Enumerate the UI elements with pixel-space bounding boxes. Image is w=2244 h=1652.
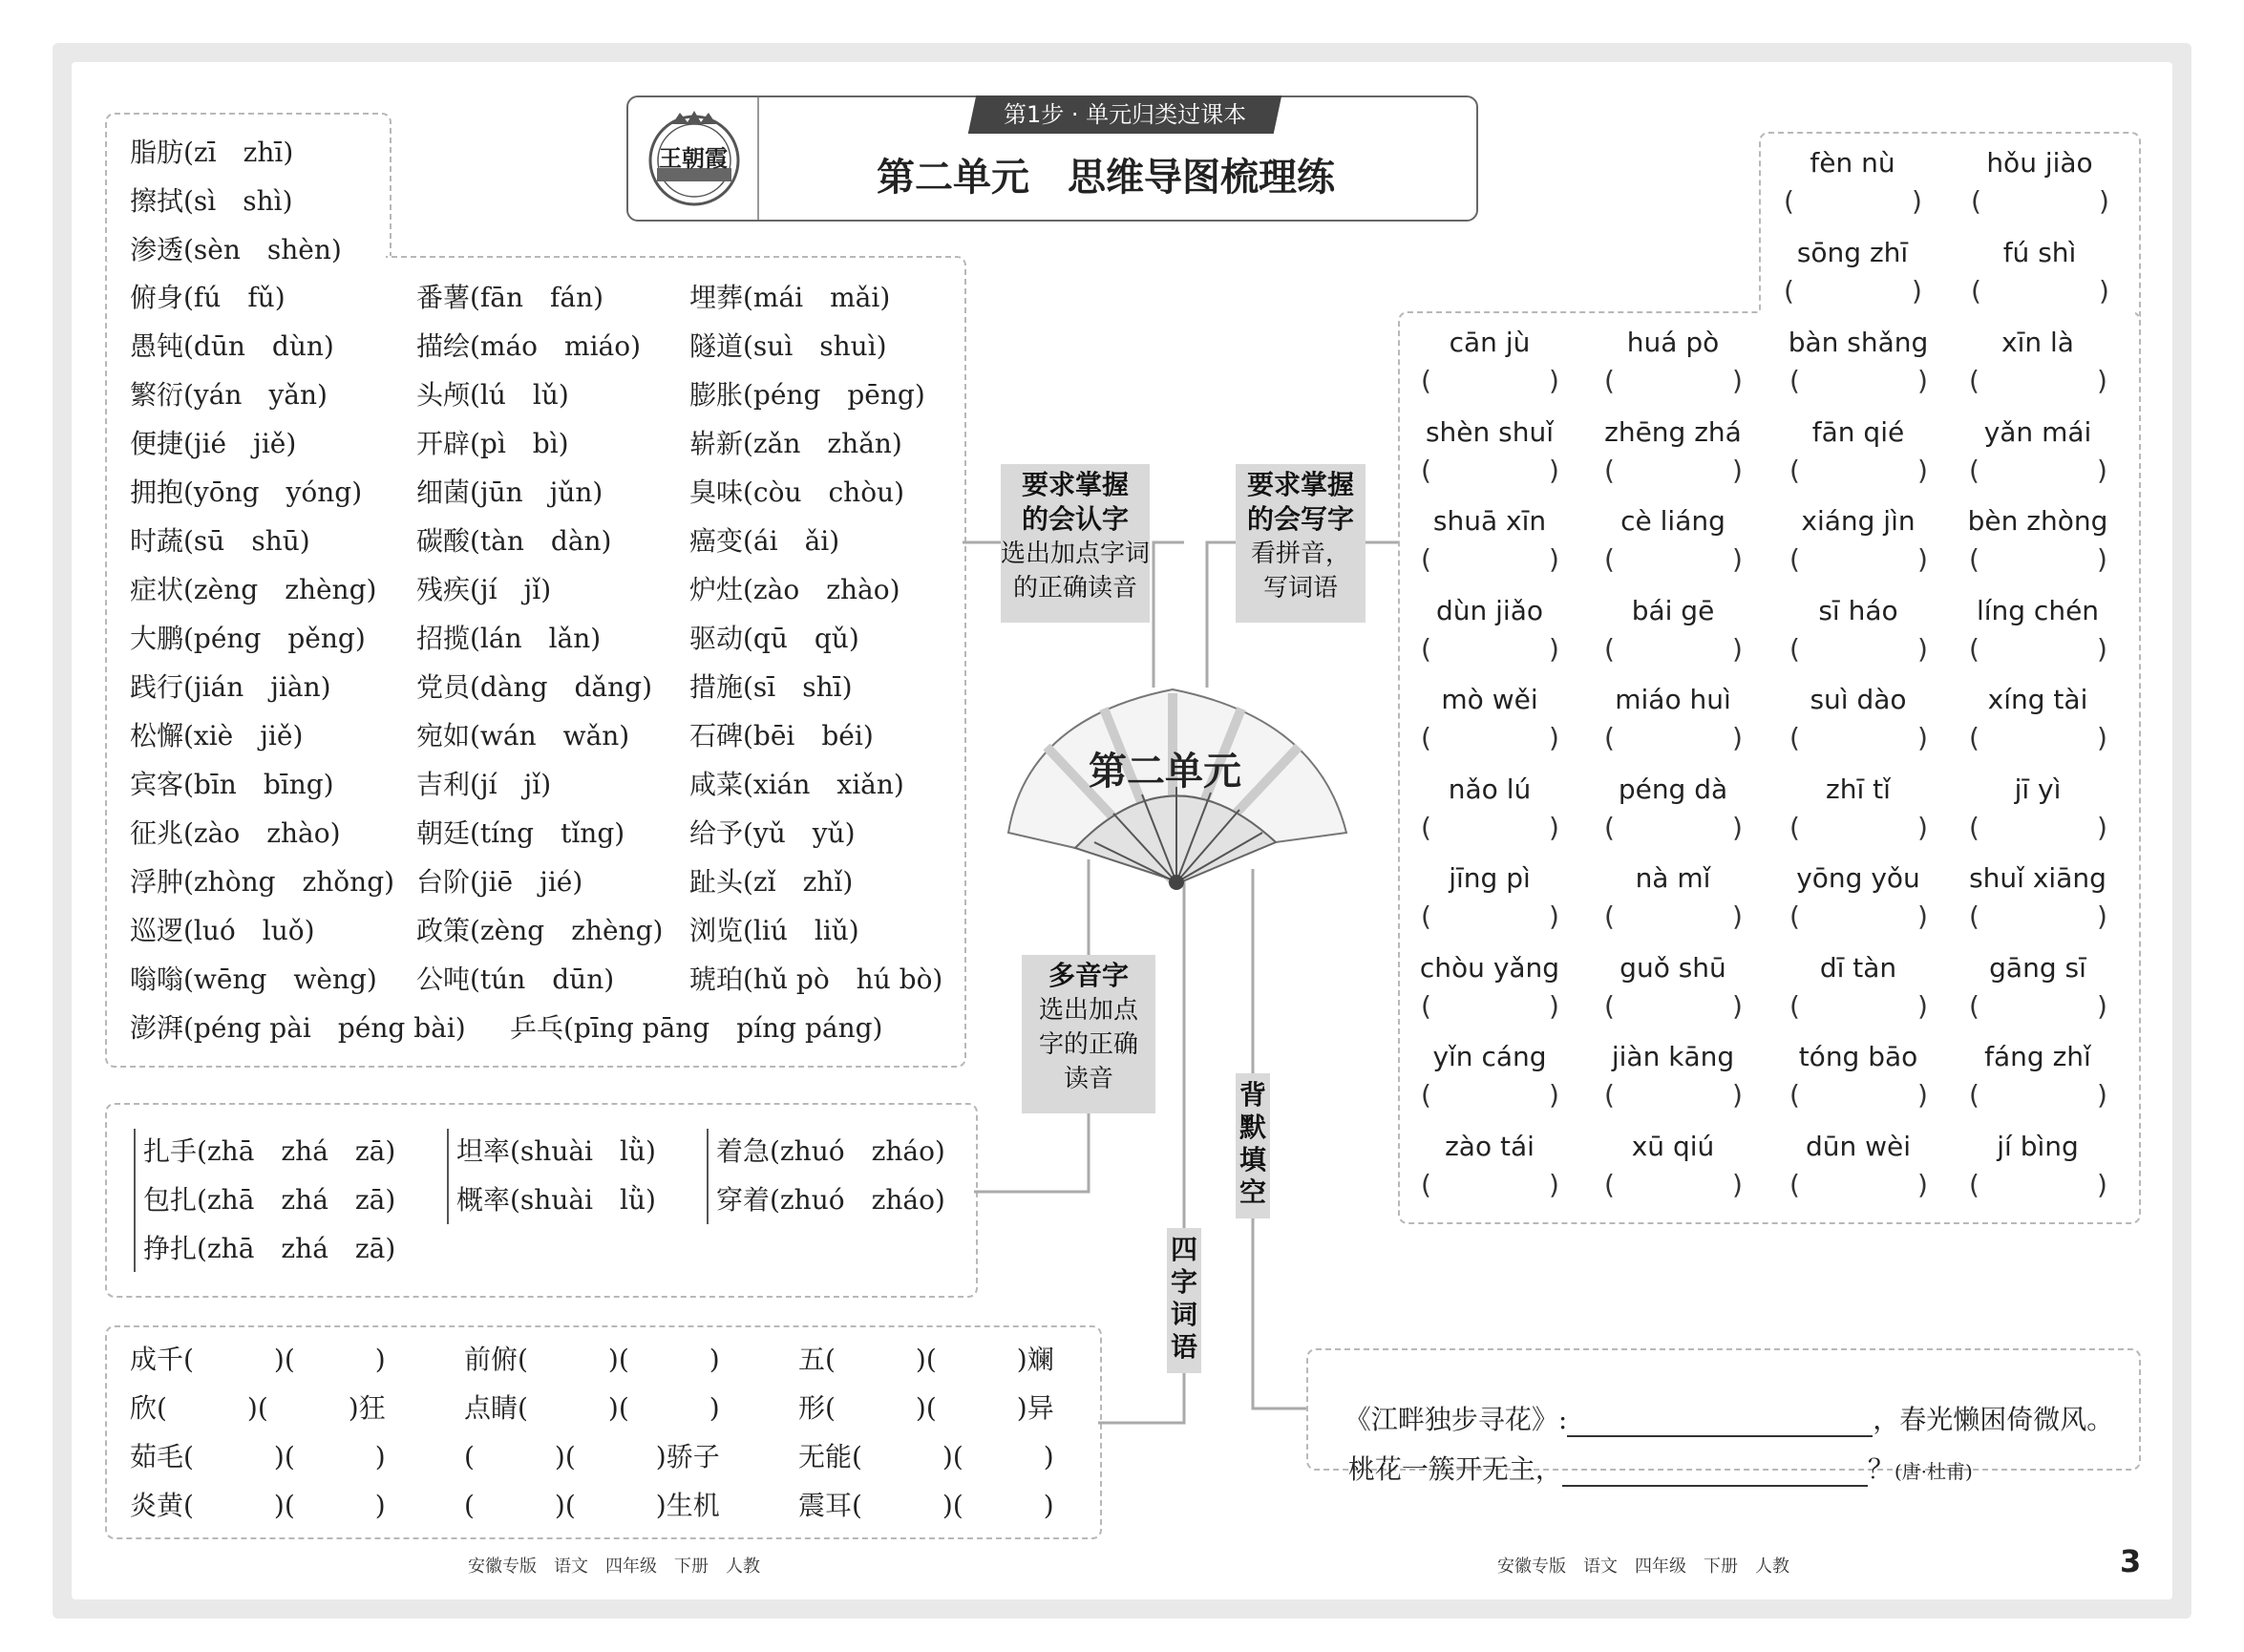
pinyin-prompt: huá pò xyxy=(1626,327,1720,358)
answer-paren-open[interactable]: ( xyxy=(1789,543,1800,575)
branch-polyphone-title: 多音字 xyxy=(1048,960,1129,991)
pinyin-prompt: dùn jiǎo xyxy=(1435,594,1543,626)
answer-paren-open[interactable]: ( xyxy=(1789,811,1800,843)
pinyin-prompt: yōng yǒu xyxy=(1796,862,1920,894)
logo-text: 王朝霞 xyxy=(659,144,728,172)
pinyin-prompt: nǎo lú xyxy=(1448,773,1532,805)
recognize-item[interactable]: 残疾(jí jǐ) xyxy=(416,574,552,605)
recognize-item[interactable]: 癌变(ái ǎi) xyxy=(689,525,840,557)
branch-recognize[interactable] xyxy=(1001,464,1150,623)
answer-paren-open[interactable]: ( xyxy=(1604,543,1615,575)
idiom-blank[interactable]: 成千( )( ) xyxy=(130,1344,386,1375)
pinyin-prompt: péng dà xyxy=(1618,773,1728,805)
pinyin-prompt: chòu yǎng xyxy=(1419,951,1560,984)
recognize-item[interactable]: 宛如(wán wǎn) xyxy=(416,720,630,752)
pinyin-prompt: shuā xīn xyxy=(1432,505,1547,537)
recognize-item[interactable]: 埋葬(mái mǎi) xyxy=(689,282,891,313)
recognize-item[interactable]: 台阶(jiē jié) xyxy=(416,866,583,898)
polyphone-item[interactable]: 坦率(shuài lǜ) xyxy=(456,1135,656,1167)
recognize-item[interactable]: 擦拭(sì shì) xyxy=(130,185,293,217)
idiom-blank[interactable]: 无能( )( ) xyxy=(798,1441,1054,1472)
answer-paren-open[interactable]: ( xyxy=(1604,811,1615,843)
recognize-item[interactable]: 俯身(fú fǔ) xyxy=(130,282,286,313)
recognize-item[interactable]: 朝廷(tíng tǐng) xyxy=(416,817,625,849)
pinyin-prompt: zào tái xyxy=(1445,1130,1535,1162)
pinyin-prompt: cè liáng xyxy=(1620,505,1725,537)
idiom-blank[interactable]: 点睛( )( ) xyxy=(464,1392,720,1424)
answer-paren-open[interactable]: ( xyxy=(1421,1079,1431,1111)
answer-paren-close[interactable]: ) xyxy=(1912,275,1922,307)
recognize-item[interactable]: 咸菜(xián xiǎn) xyxy=(689,769,904,800)
pinyin-prompt: miáo huì xyxy=(1615,684,1731,715)
recognize-item[interactable]: 渗透(sèn shèn) xyxy=(130,234,342,265)
answer-paren-close[interactable]: ) xyxy=(2097,1168,2107,1200)
pinyin-prompt: bèn zhòng xyxy=(1967,505,2108,537)
answer-paren-close[interactable]: ) xyxy=(1732,1079,1743,1111)
recognize-item[interactable]: 时蔬(sū shū) xyxy=(130,525,310,557)
poem-title: 《江畔独步寻花》: xyxy=(1344,1404,1568,1435)
answer-paren-close[interactable]: ) xyxy=(1549,900,1559,932)
center-title: 第二单元 xyxy=(1089,750,1241,794)
recognize-item[interactable]: 公吨(tún dūn) xyxy=(416,964,615,995)
branch-idioms[interactable]: 四 字 词 语 xyxy=(1167,1228,1201,1373)
answer-paren-close[interactable]: ) xyxy=(2097,365,2107,396)
answer-paren-open[interactable]: ( xyxy=(1784,275,1794,307)
answer-paren-open[interactable]: ( xyxy=(1969,632,1979,665)
idiom-blank[interactable]: 前俯( )( ) xyxy=(464,1344,720,1375)
answer-paren-open[interactable]: ( xyxy=(1604,454,1615,486)
idiom-blank[interactable]: ( )( )生机 xyxy=(464,1490,720,1521)
branch-write-title: 要求掌握 的会写字 xyxy=(1246,469,1354,535)
recognize-item[interactable]: 繁衍(yán yǎn) xyxy=(130,379,328,411)
answer-paren-open[interactable]: ( xyxy=(1971,275,1981,307)
answer-paren-open[interactable]: ( xyxy=(1421,722,1431,753)
answer-paren-close[interactable]: ) xyxy=(2097,900,2107,932)
recognize-item[interactable]: 征兆(zào zhào) xyxy=(130,817,341,849)
recognize-item[interactable]: 党员(dàng dǎng) xyxy=(416,671,652,703)
recognize-item[interactable]: 巡逻(luó luǒ) xyxy=(130,915,315,946)
answer-paren-open[interactable]: ( xyxy=(1969,543,1979,575)
idiom-blank[interactable]: 炎黄( )( ) xyxy=(130,1490,386,1521)
answer-paren-open[interactable]: ( xyxy=(1969,811,1979,843)
recognize-item[interactable]: 政策(zèng zhèng) xyxy=(416,915,664,946)
answer-paren-open[interactable]: ( xyxy=(1971,185,1981,217)
answer-paren-open[interactable]: ( xyxy=(1969,989,1979,1022)
answer-paren-close[interactable]: ) xyxy=(1549,1079,1559,1111)
answer-paren-open[interactable]: ( xyxy=(1789,900,1800,932)
pinyin-prompt: bàn shǎng xyxy=(1788,327,1929,358)
pinyin-prompt: fèn nù xyxy=(1810,147,1895,179)
pinyin-prompt: xíng tài xyxy=(1987,684,2088,715)
answer-paren-close[interactable]: ) xyxy=(1917,811,1928,843)
footer-right: 安徽专版 语文 四年级 下册 人教 xyxy=(1497,1557,1789,1577)
recognize-item[interactable]: 愚钝(dūn dùn) xyxy=(130,330,334,362)
answer-paren-close[interactable]: ) xyxy=(1732,989,1743,1022)
recognize-item[interactable]: 乒乓(pīng pāng píng páng) xyxy=(510,1012,883,1044)
answer-paren-close[interactable]: ) xyxy=(1732,1168,1743,1200)
answer-paren-open[interactable]: ( xyxy=(1604,900,1615,932)
recognize-item[interactable]: 澎湃(péng pài péng bài) xyxy=(130,1012,466,1044)
answer-paren-close[interactable]: ) xyxy=(1917,1079,1928,1111)
answer-paren-open[interactable]: ( xyxy=(1969,900,1979,932)
answer-paren-close[interactable]: ) xyxy=(2097,989,2107,1022)
branch-recite[interactable]: 背 默 填 空 xyxy=(1236,1073,1270,1218)
recognize-item[interactable]: 开辟(pì bì) xyxy=(416,428,569,459)
branch-recognize-title: 要求掌握 的会认字 xyxy=(1021,469,1129,535)
recognize-item[interactable]: 给予(yǔ yǔ) xyxy=(689,817,856,849)
recognize-item[interactable]: 头颅(lú lǔ) xyxy=(416,379,569,411)
recognize-item[interactable]: 宾客(bīn bīng) xyxy=(130,769,334,800)
answer-paren-close[interactable]: ) xyxy=(1732,811,1743,843)
answer-paren-close[interactable]: ) xyxy=(1917,632,1928,665)
answer-paren-close[interactable]: ) xyxy=(1549,632,1559,665)
poem-line1-end: ，春光懒困倚微风。 xyxy=(1873,1404,2114,1435)
polyphone-item[interactable]: 扎手(zhā zhá zā) xyxy=(143,1135,396,1167)
answer-paren-open[interactable]: ( xyxy=(1421,454,1431,486)
polyphone-item[interactable]: 包扎(zhā zhá zā) xyxy=(143,1184,396,1216)
recognize-item[interactable]: 松懈(xiè jiě) xyxy=(130,720,304,752)
recognize-item[interactable]: 隧道(suì shuì) xyxy=(689,330,887,362)
answer-paren-open[interactable]: ( xyxy=(1604,365,1615,396)
answer-paren-open[interactable]: ( xyxy=(1604,989,1615,1022)
pinyin-prompt: yǎn mái xyxy=(1983,415,2092,448)
recognize-item[interactable]: 脂肪(zī zhī) xyxy=(130,137,294,168)
answer-paren-open[interactable]: ( xyxy=(1969,365,1979,396)
answer-paren-close[interactable]: ) xyxy=(2097,722,2107,753)
branch-polyphone[interactable] xyxy=(1022,955,1155,1113)
answer-paren-open[interactable]: ( xyxy=(1789,1079,1800,1111)
answer-paren-close[interactable]: ) xyxy=(2099,275,2109,307)
answer-paren-open[interactable]: ( xyxy=(1789,632,1800,665)
answer-paren-close[interactable]: ) xyxy=(1732,454,1743,486)
pinyin-prompt: sī háo xyxy=(1818,594,1898,626)
idiom-blank[interactable]: 形( )( )异 xyxy=(798,1392,1054,1424)
answer-paren-open[interactable]: ( xyxy=(1421,365,1431,396)
polyphone-item[interactable]: 挣扎(zhā zhá zā) xyxy=(143,1233,396,1264)
answer-paren-close[interactable]: ) xyxy=(1549,365,1559,396)
recognize-item[interactable]: 浏览(liú liǔ) xyxy=(689,915,859,946)
answer-paren-open[interactable]: ( xyxy=(1789,1168,1800,1200)
answer-paren-close[interactable]: ) xyxy=(1732,365,1743,396)
polyphone-item[interactable]: 穿着(zhuó zháo) xyxy=(716,1184,945,1216)
answer-paren-close[interactable]: ) xyxy=(2097,811,2107,843)
idiom-blank[interactable]: ( )( )骄子 xyxy=(464,1441,720,1472)
answer-paren-open[interactable]: ( xyxy=(1421,900,1431,932)
answer-paren-open[interactable]: ( xyxy=(1969,454,1979,486)
pinyin-prompt: gāng sī xyxy=(1989,951,2086,984)
pinyin-prompt: sōng zhī xyxy=(1796,237,1909,268)
answer-paren-open[interactable]: ( xyxy=(1604,722,1615,753)
pinyin-prompt: tóng bāo xyxy=(1798,1041,1918,1072)
pinyin-prompt: xū qiú xyxy=(1631,1130,1715,1162)
pinyin-prompt: fú shì xyxy=(2002,237,2077,268)
recognize-item[interactable]: 便捷(jié jiě) xyxy=(130,428,297,459)
pinyin-prompt: zhēng zhá xyxy=(1604,415,1742,448)
answer-paren-open[interactable]: ( xyxy=(1969,1079,1979,1111)
answer-paren-open[interactable]: ( xyxy=(1421,632,1431,665)
answer-paren-close[interactable]: ) xyxy=(2097,1079,2107,1111)
polyphone-item[interactable]: 概率(shuài lǜ) xyxy=(456,1184,656,1216)
step-label: 第1步 · 单元归类过课本 xyxy=(1003,101,1247,128)
recognize-item[interactable]: 拥抱(yōng yóng) xyxy=(130,477,363,508)
recognize-item[interactable]: 吉利(jí jǐ) xyxy=(416,769,552,800)
answer-paren-open[interactable]: ( xyxy=(1604,632,1615,665)
answer-paren-open[interactable]: ( xyxy=(1421,543,1431,575)
recognize-item[interactable]: 措施(sī shī) xyxy=(689,671,853,703)
pinyin-prompt: dūn wèi xyxy=(1805,1130,1912,1162)
answer-paren-open[interactable]: ( xyxy=(1969,722,1979,753)
answer-paren-open[interactable]: ( xyxy=(1784,185,1794,217)
recognize-item[interactable]: 趾头(zǐ zhǐ) xyxy=(689,866,854,898)
pinyin-prompt: dī tàn xyxy=(1819,951,1897,984)
recognize-item[interactable]: 描绘(máo miáo) xyxy=(416,330,642,362)
pinyin-prompt: bái gē xyxy=(1631,594,1715,626)
idiom-blank[interactable]: 震耳( )( ) xyxy=(798,1490,1054,1521)
answer-paren-open[interactable]: ( xyxy=(1421,1168,1431,1200)
recognize-item[interactable]: 嗡嗡(wēng wèng) xyxy=(130,964,377,995)
answer-paren-open[interactable]: ( xyxy=(1789,989,1800,1022)
pinyin-prompt: mò wěi xyxy=(1441,684,1538,715)
polyphone-item[interactable]: 着急(zhuó zháo) xyxy=(716,1135,945,1167)
pinyin-prompt: shuǐ xiāng xyxy=(1969,862,2106,894)
pinyin-prompt: jí bìng xyxy=(1997,1130,2079,1162)
answer-paren-close[interactable]: ) xyxy=(1732,543,1743,575)
pinyin-prompt: cān jù xyxy=(1449,327,1531,358)
idiom-blank[interactable]: 茹毛( )( ) xyxy=(130,1441,386,1472)
answer-paren-close[interactable]: ) xyxy=(2097,632,2107,665)
recognize-item[interactable]: 膨胀(péng pēng) xyxy=(689,379,925,411)
pinyin-prompt: fáng zhǐ xyxy=(1984,1041,2091,1072)
pinyin-prompt: yǐn cáng xyxy=(1432,1041,1547,1072)
idiom-blank[interactable]: 五( )( )斓 xyxy=(798,1344,1054,1375)
branch-write-desc: 看拼音， 写词语 xyxy=(1250,540,1350,603)
recognize-item[interactable]: 臭味(còu chòu) xyxy=(689,477,905,508)
answer-paren-close[interactable]: ) xyxy=(1549,1168,1559,1200)
branch-recognize-desc: 选出加点字词 的正确读音 xyxy=(1001,540,1151,603)
pinyin-prompt: nà mǐ xyxy=(1635,862,1711,894)
answer-paren-open[interactable]: ( xyxy=(1421,811,1431,843)
recognize-item[interactable]: 招揽(lán lǎn) xyxy=(416,623,602,654)
recognize-item[interactable]: 炉灶(zào zhào) xyxy=(689,574,900,605)
pinyin-prompt: jiàn kāng xyxy=(1611,1041,1735,1072)
footer-left: 安徽专版 语文 四年级 下册 人教 xyxy=(468,1557,760,1577)
answer-paren-close[interactable]: ) xyxy=(2097,454,2107,486)
pinyin-prompt: xīn là xyxy=(2001,327,2074,358)
poem-qmark: ？ xyxy=(1867,1453,1895,1485)
recognize-item[interactable]: 细菌(jūn jǔn) xyxy=(416,477,603,508)
pinyin-prompt: shèn shuǐ xyxy=(1425,415,1555,448)
answer-paren-close[interactable]: ) xyxy=(2099,185,2109,217)
answer-paren-close[interactable]: ) xyxy=(1912,185,1922,217)
pinyin-prompt: jīng pì xyxy=(1449,862,1531,894)
answer-paren-open[interactable]: ( xyxy=(1969,1168,1979,1200)
answer-paren-close[interactable]: ) xyxy=(1917,722,1928,753)
answer-paren-close[interactable]: ) xyxy=(1732,900,1743,932)
recognize-item[interactable]: 琥珀(hǔ pò hú bò) xyxy=(689,964,943,995)
poem-line2-start: 桃花一簇开无主， xyxy=(1347,1453,1562,1485)
pinyin-prompt: zhī tǐ xyxy=(1826,773,1891,805)
pinyin-prompt: líng chén xyxy=(1976,594,2100,626)
answer-paren-open[interactable]: ( xyxy=(1789,722,1800,753)
answer-paren-open[interactable]: ( xyxy=(1789,365,1800,396)
pinyin-prompt: guǒ shū xyxy=(1619,951,1726,984)
answer-paren-open[interactable]: ( xyxy=(1604,1079,1615,1111)
answer-paren-close[interactable]: ) xyxy=(1917,900,1928,932)
page-number: 3 xyxy=(2120,1543,2142,1579)
answer-paren-close[interactable]: ) xyxy=(1917,365,1928,396)
answer-paren-close[interactable]: ) xyxy=(1917,454,1928,486)
recognize-item[interactable]: 驱动(qū qǔ) xyxy=(689,623,859,654)
branch-polyphone-desc: 选出加点 字的正确 读音 xyxy=(1038,996,1138,1093)
recognize-item[interactable]: 症状(zèng zhèng) xyxy=(130,574,377,605)
page-title: 第二单元 思维导图梳理练 xyxy=(877,156,1335,200)
pinyin-prompt: hǒu jiào xyxy=(1986,147,2093,179)
idiom-blank[interactable]: 欣( )( )狂 xyxy=(130,1392,386,1424)
answer-paren-close[interactable]: ) xyxy=(1549,722,1559,753)
answer-paren-open[interactable]: ( xyxy=(1421,989,1431,1022)
answer-paren-close[interactable]: ) xyxy=(2097,543,2107,575)
pinyin-prompt: xiáng jìn xyxy=(1801,505,1916,537)
answer-paren-close[interactable]: ) xyxy=(1917,1168,1928,1200)
recognize-item[interactable]: 石碑(bēi béi) xyxy=(689,720,874,752)
answer-paren-close[interactable]: ) xyxy=(1917,543,1928,575)
answer-paren-close[interactable]: ) xyxy=(1917,989,1928,1022)
branch-write[interactable] xyxy=(1236,464,1365,623)
pinyin-prompt: jī yì xyxy=(2014,773,2062,805)
recognize-item[interactable]: 大鹏(péng pěng) xyxy=(130,623,366,654)
recognize-item[interactable]: 番薯(fān fán) xyxy=(416,282,604,313)
recognize-item[interactable]: 崭新(zǎn zhǎn) xyxy=(689,428,902,459)
poem-author: (唐·杜甫) xyxy=(1894,1460,1973,1483)
pinyin-prompt: fān qié xyxy=(1811,415,1905,448)
answer-paren-close[interactable]: ) xyxy=(1732,722,1743,753)
answer-paren-close[interactable]: ) xyxy=(1549,989,1559,1022)
answer-paren-open[interactable]: ( xyxy=(1604,1168,1615,1200)
recognize-item[interactable]: 碳酸(tàn dàn) xyxy=(416,525,612,557)
answer-paren-open[interactable]: ( xyxy=(1789,454,1800,486)
recognize-item[interactable]: 践行(jián jiàn) xyxy=(130,671,331,703)
answer-paren-close[interactable]: ) xyxy=(1732,632,1743,665)
answer-paren-close[interactable]: ) xyxy=(1549,543,1559,575)
recognize-item[interactable]: 浮肿(zhòng zhǒng) xyxy=(130,866,395,898)
answer-paren-close[interactable]: ) xyxy=(1549,811,1559,843)
answer-paren-close[interactable]: ) xyxy=(1549,454,1559,486)
pinyin-prompt: suì dào xyxy=(1810,684,1907,715)
